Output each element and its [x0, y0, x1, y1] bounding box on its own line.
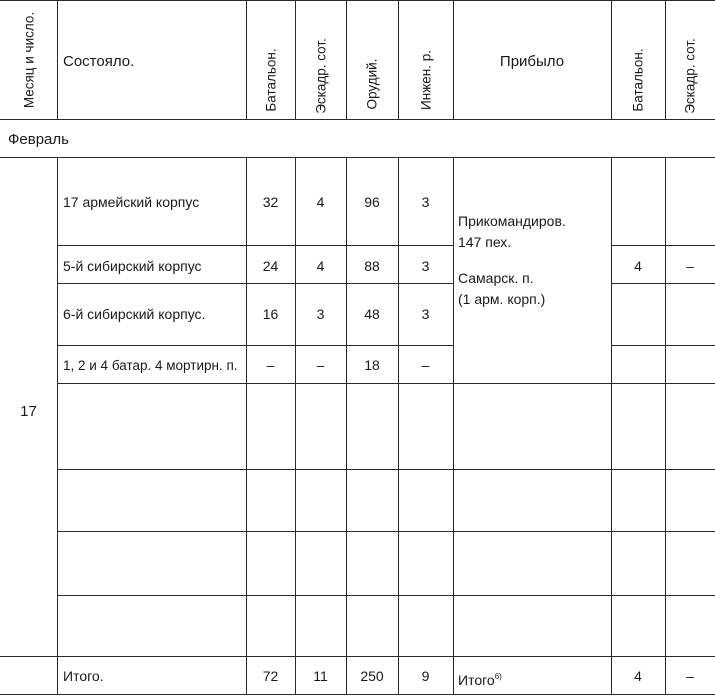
row-name: 1, 2 и 4 батар. 4 мортирн. п.: [63, 358, 238, 373]
header-arrived-squadrons: Эскадр. сот.: [682, 38, 698, 114]
row-engineers: 3: [421, 258, 430, 274]
day-label: 17: [20, 403, 37, 420]
arrived-line: Самарск. п.: [458, 270, 534, 286]
row-guns: 88: [364, 258, 380, 274]
row-engineers: 3: [421, 306, 430, 322]
row-battalions: 16: [262, 306, 279, 322]
header-arrived: Прибыло: [499, 53, 565, 70]
total-engineers: 9: [421, 668, 430, 684]
total-label: Итого.: [63, 668, 104, 684]
row-engineers: 3: [421, 194, 430, 210]
row-name: 5-й сибирский корпус: [63, 258, 202, 274]
row-guns: 18: [364, 357, 380, 373]
header-engineers: Инжен. р.: [418, 50, 434, 110]
total-squadrons: 11: [313, 668, 328, 684]
header-squadrons: Эскадр. сот.: [313, 38, 329, 114]
footnote-marker: 6): [494, 672, 502, 681]
row-guns: 48: [364, 306, 380, 322]
row-engineers: –: [421, 357, 430, 373]
row-squadrons: –: [316, 357, 325, 373]
arrived-battalions: 4: [634, 258, 642, 274]
total-arrived-label: [458, 668, 502, 689]
header-battalions: Батальон.: [263, 48, 279, 112]
row-battalions: –: [266, 357, 275, 373]
row-battalions: 32: [262, 194, 279, 210]
row-name: 6-й сибирский корпус.: [63, 306, 206, 322]
header-arrived-battalions: Батальон.: [630, 48, 646, 112]
total-arrived-battalions: 4: [634, 668, 642, 684]
arrived-line: 147 пех.: [458, 234, 512, 250]
month-label: Февраль: [8, 131, 69, 148]
header-consisted: Состояло.: [63, 53, 135, 70]
arrived-line: Прикомандиров.: [458, 213, 566, 229]
total-arrived-text: Итого: [458, 672, 495, 688]
row-guns: 96: [364, 194, 380, 210]
row-battalions: 24: [262, 258, 279, 274]
arrived-line: (1 арм. корп.): [458, 291, 546, 307]
total-guns: 250: [360, 668, 384, 684]
row-squadrons: 3: [316, 306, 325, 322]
row-name: 17 армейский корпус: [63, 194, 200, 210]
total-arrived-squadrons: –: [686, 668, 694, 684]
total-battalions: 72: [262, 668, 279, 684]
header-month-day: Месяц и число.: [21, 11, 37, 109]
row-squadrons: 4: [316, 194, 325, 210]
arrived-squadrons: –: [686, 258, 694, 274]
row-squadrons: 4: [316, 258, 325, 274]
header-guns: Орудий.: [364, 58, 380, 110]
